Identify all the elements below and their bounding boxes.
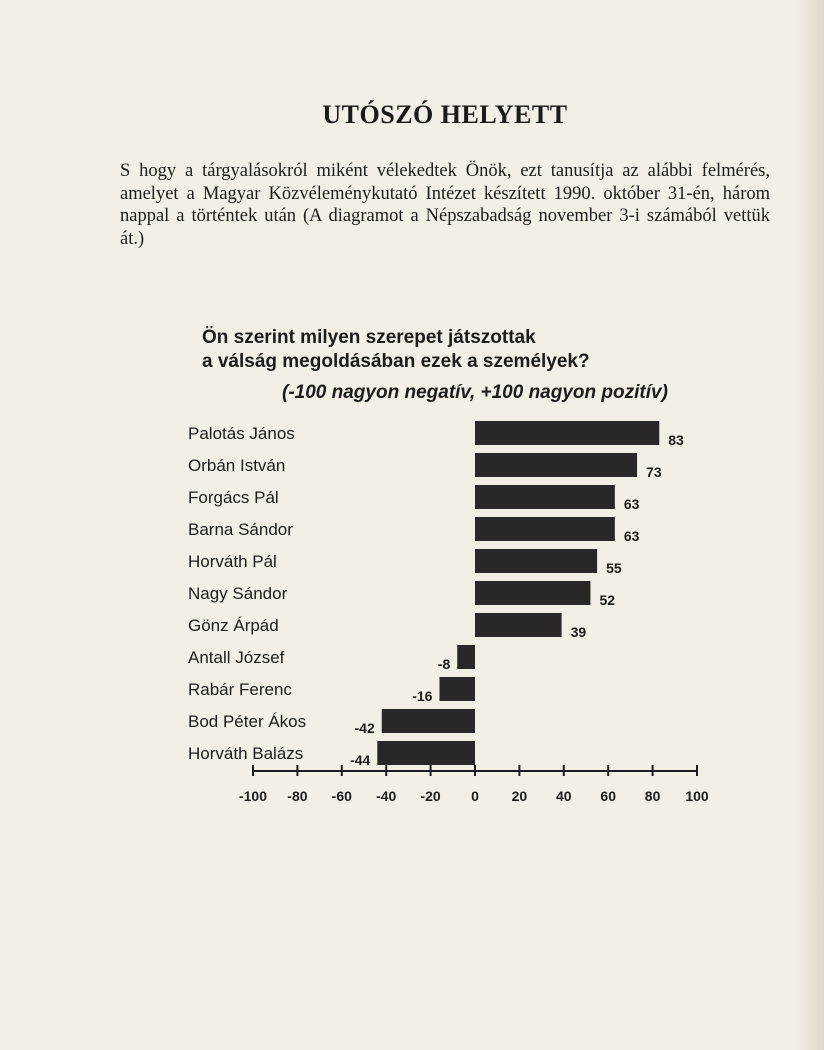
value-label: -42 xyxy=(354,720,375,736)
value-label: 73 xyxy=(646,464,662,480)
category-label: Orbán István xyxy=(188,456,286,475)
bar xyxy=(475,517,615,541)
bar xyxy=(457,645,475,669)
x-tick-label: 20 xyxy=(511,788,528,804)
category-label: Bod Péter Ákos xyxy=(188,712,307,731)
category-label: Barna Sándor xyxy=(188,520,293,539)
category-label: Horváth Pál xyxy=(188,552,277,571)
category-label: Forgács Pál xyxy=(188,488,279,507)
bar xyxy=(475,421,659,445)
intro-paragraph: S hogy a tárgyalásokról miként vélekedtek Önök, ezt tanusítja az alábbi felmérés, amelyet a Magyar Közvéleménykutató Intézet készített 1990. október 31-én, három nappal a történtek után (A diagramot a Népszabadság november 3-i számából vettük át.) xyxy=(120,161,770,249)
value-label: 83 xyxy=(668,432,684,448)
category-label: Rabár Ferenc xyxy=(188,680,292,699)
value-label: 63 xyxy=(623,528,640,544)
x-tick-label: 60 xyxy=(600,788,616,804)
chart-title-line-1: Ön szerint milyen szerepet játszottak xyxy=(202,327,536,348)
value-label: 55 xyxy=(606,560,622,576)
category-label: Palotás János xyxy=(188,424,295,443)
x-tick-label: -80 xyxy=(287,788,308,804)
value-label: -16 xyxy=(412,688,433,704)
x-tick-label: -60 xyxy=(331,788,352,804)
bar xyxy=(382,709,475,733)
category-label: Horváth Balázs xyxy=(188,744,304,763)
bar xyxy=(475,581,590,605)
value-label: 52 xyxy=(599,592,616,608)
value-label: 63 xyxy=(623,496,640,512)
x-tick-label: 100 xyxy=(685,788,709,804)
page-heading: UTÓSZÓ HELYETT xyxy=(322,100,568,129)
bar xyxy=(475,549,597,573)
bar xyxy=(377,741,475,765)
bar xyxy=(439,677,475,701)
x-tick-label: 80 xyxy=(644,788,661,804)
category-label: Nagy Sándor xyxy=(188,584,288,603)
x-tick-label: -20 xyxy=(420,788,441,804)
chart-title-line-2: a válság megoldásában ezek a személyek? xyxy=(202,351,590,372)
bar xyxy=(475,453,637,477)
bar xyxy=(475,613,562,637)
x-tick-label: -40 xyxy=(376,788,397,804)
x-tick-label: -100 xyxy=(238,788,268,804)
category-label: Gönz Árpád xyxy=(188,616,279,635)
chart-subtitle: (-100 nagyon negatív, +100 nagyon pozitív) xyxy=(282,382,668,403)
value-label: -44 xyxy=(350,752,371,768)
value-label: -8 xyxy=(437,656,451,672)
value-label: 39 xyxy=(570,624,587,640)
x-tick-label: 40 xyxy=(556,788,572,804)
bar xyxy=(475,485,615,509)
category-label: Antall József xyxy=(188,648,285,667)
x-tick-label: 0 xyxy=(471,788,479,804)
